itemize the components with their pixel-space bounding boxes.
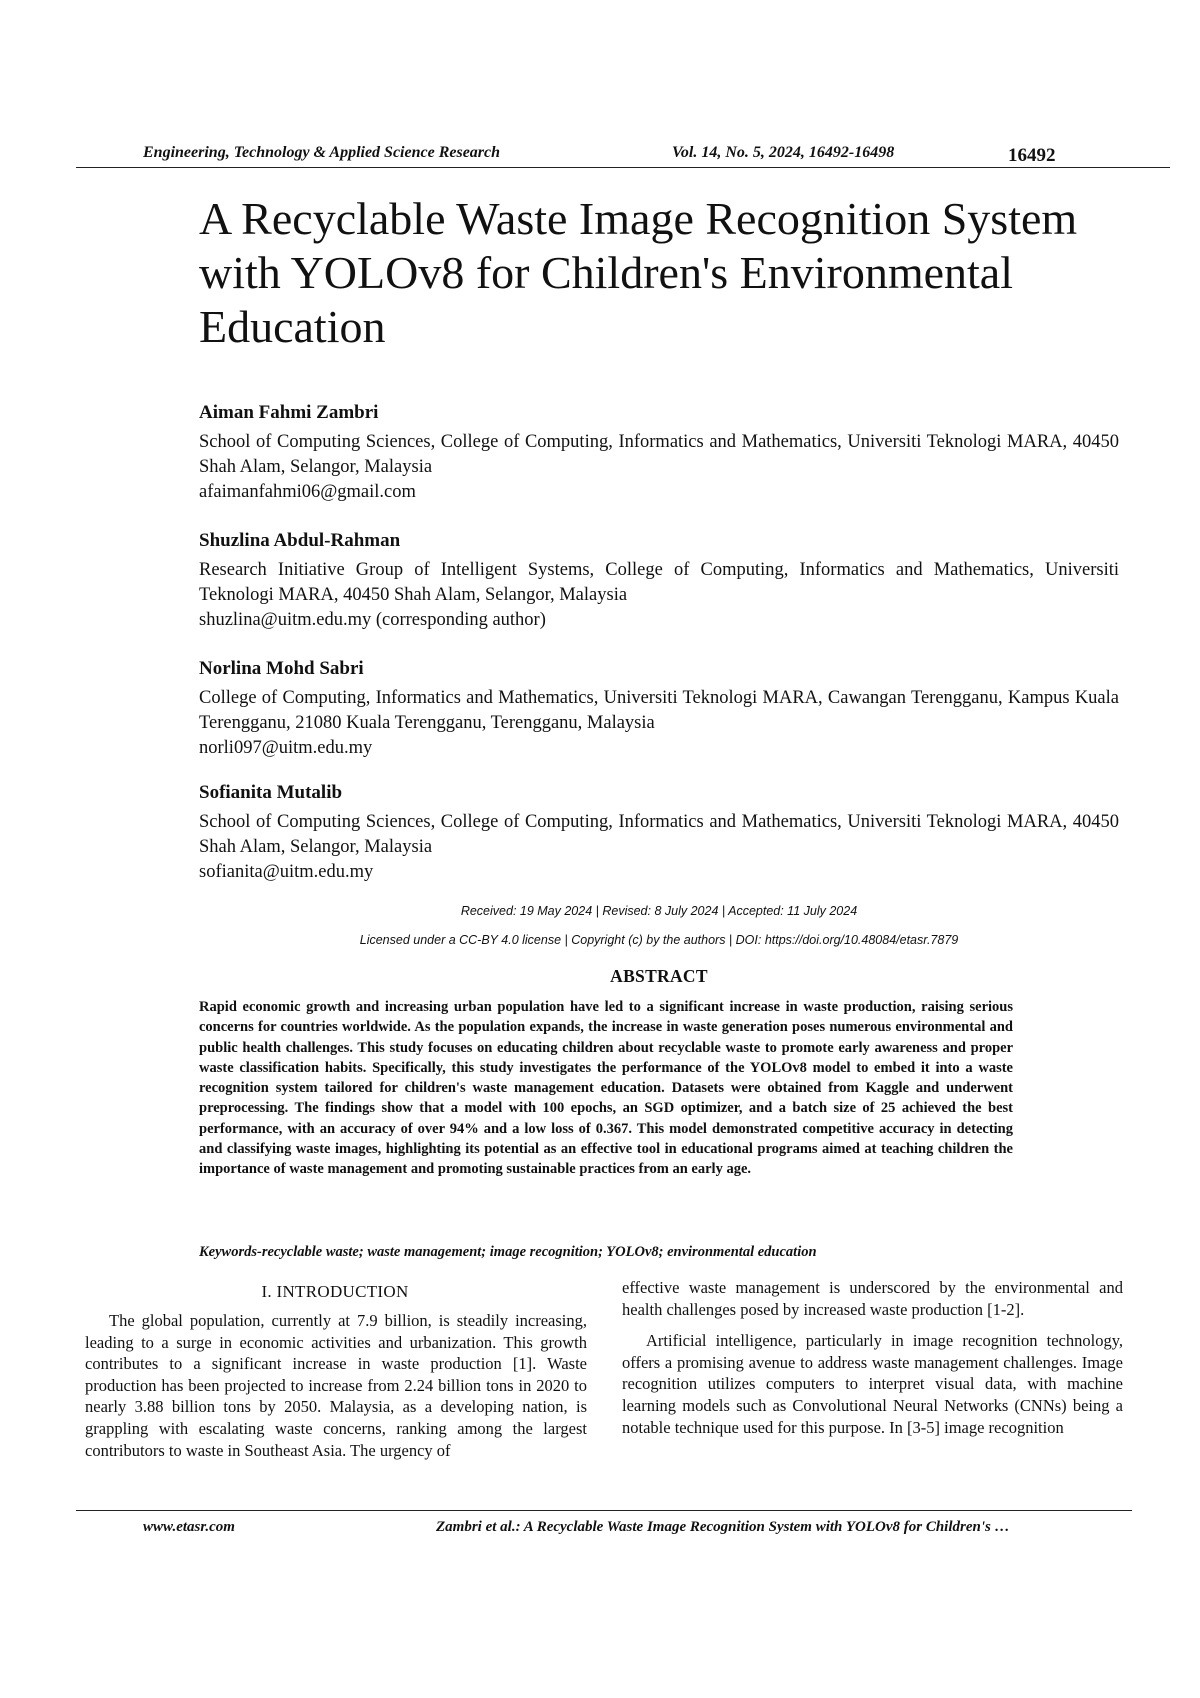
author-affiliation: School of Computing Sciences, College of Computing, Informatics and Mathematics, Universiti Teknologi MARA, 40450 Shah Alam, Selangor, Malaysia bbox=[199, 432, 1119, 477]
abstract-heading: ABSTRACT bbox=[610, 966, 708, 986]
title-line: A Recyclable Waste Image Recognition System bbox=[199, 193, 1078, 244]
author-name: Shuzlina Abdul-Rahman bbox=[199, 530, 401, 551]
footer-running-title: Zambri et al.: A Recyclable Waste Image Recognition System with YOLOv8 for Children's … bbox=[436, 1519, 1010, 1535]
section-heading-introduction: I. INTRODUCTION bbox=[261, 1282, 409, 1301]
author-block bbox=[199, 530, 1119, 633]
intro-right-column bbox=[622, 1277, 1123, 1438]
submission-dates: Received: 19 May 2024 | Revised: 8 July 2024 | Accepted: 11 July 2024 bbox=[460, 904, 858, 918]
title-line: with YOLOv8 for Children's Environmental bbox=[199, 247, 1014, 298]
author-block bbox=[199, 402, 1119, 505]
author-name: Sofianita Mutalib bbox=[199, 782, 343, 803]
author-email: shuzlina@uitm.edu.my (corresponding author) bbox=[199, 610, 546, 630]
author-affiliation: Research Initiative Group of Intelligent Systems, College of Computing, Informatics and Mathematics, Universiti Teknologi MARA, 40450 Shah Alam, Selangor, Malaysia bbox=[199, 560, 1119, 605]
intro-paragraph: effective waste management is underscored by the environmental and health challenges posed by increased waste production [1-2]. bbox=[622, 1278, 1123, 1319]
intro-paragraph: The global population, currently at 7.9 billion, is steadily increasing, leading to a surge in economic activities and urbanization. This growth contributes to a significant increase in waste production [1]. Waste production has been projected to increase from 2.24 billion tons in 2020 to nearly 3.88 billion tons by 2050. Malaysia, as a developing nation, is grappling with escalating waste concerns, ranking among the largest contributors to waste in Southeast Asia. The urgency of bbox=[85, 1311, 587, 1460]
footer-website: www.etasr.com bbox=[143, 1519, 235, 1535]
paper-title bbox=[199, 192, 1129, 354]
volume-info: Vol. 14, No. 5, 2024, 16492-16498 bbox=[672, 144, 895, 161]
footer-rule bbox=[76, 1510, 1132, 1511]
author-name: Norlina Mohd Sabri bbox=[199, 658, 364, 679]
author-email: afaimanfahmi06@gmail.com bbox=[199, 482, 416, 502]
author-email: norli097@uitm.edu.my bbox=[199, 738, 373, 758]
intro-left-column bbox=[85, 1310, 587, 1461]
author-affiliation: College of Computing, Informatics and Mathematics, Universiti Teknologi MARA, Cawangan Terengganu, Kampus Kuala Terengganu, 21080 Kuala Terengganu, Terengganu, Malaysia bbox=[199, 688, 1119, 733]
page-number: 16492 bbox=[1008, 145, 1056, 166]
author-block bbox=[199, 782, 1119, 885]
author-name: Aiman Fahmi Zambri bbox=[199, 402, 379, 423]
abstract-text: Rapid economic growth and increasing urban population have led to a significant increase in waste production, raising serious concerns for countries worldwide. As the population expands, the increase in waste generation poses numerous environmental and public health challenges. This study focuses on educating children about recyclable waste to promote early awareness and proper waste classification habits. Specifically, this study investigates the performance of the YOLOv8 model to embed it into a waste recognition system tailored for children's waste management education. Datasets were obtained from Kaggle and underwent preprocessing. The findings show that a model with 100 epochs, an SGD optimizer, and a batch size of 25 achieved the best performance, with an accuracy of over 94% and a low loss of 0.367. This model demonstrated competitive accuracy in detecting and classifying waste images, highlighting its potential as an effective tool in educational programs aimed at teaching children the importance of waste management and promoting sustainable practices from an early age. bbox=[199, 999, 1013, 1178]
license-line: Licensed under a CC-BY 4.0 license | Copyright (c) by the authors | DOI: https://doi.org/10.48084/etasr.7879 bbox=[359, 933, 959, 947]
journal-name: Engineering, Technology & Applied Science Research bbox=[143, 144, 501, 161]
author-email: sofianita@uitm.edu.my bbox=[199, 862, 374, 882]
author-affiliation: School of Computing Sciences, College of Computing, Informatics and Mathematics, Universiti Teknologi MARA, 40450 Shah Alam, Selangor, Malaysia bbox=[199, 812, 1119, 857]
title-line: Education bbox=[199, 301, 386, 352]
keywords: Keywords-recyclable waste; waste management; image recognition; YOLOv8; environmental education bbox=[199, 1244, 817, 1260]
author-block bbox=[199, 658, 1119, 761]
header-rule bbox=[76, 167, 1170, 168]
intro-paragraph: Artificial intelligence, particularly in image recognition technology, offers a promising avenue to address waste management challenges. Image recognition utilizes computers to interpret visual data, with machine learning models such as Convolutional Neural Networks (CNNs) being a notable technique used for this purpose. In [3-5] image recognition bbox=[622, 1331, 1123, 1437]
